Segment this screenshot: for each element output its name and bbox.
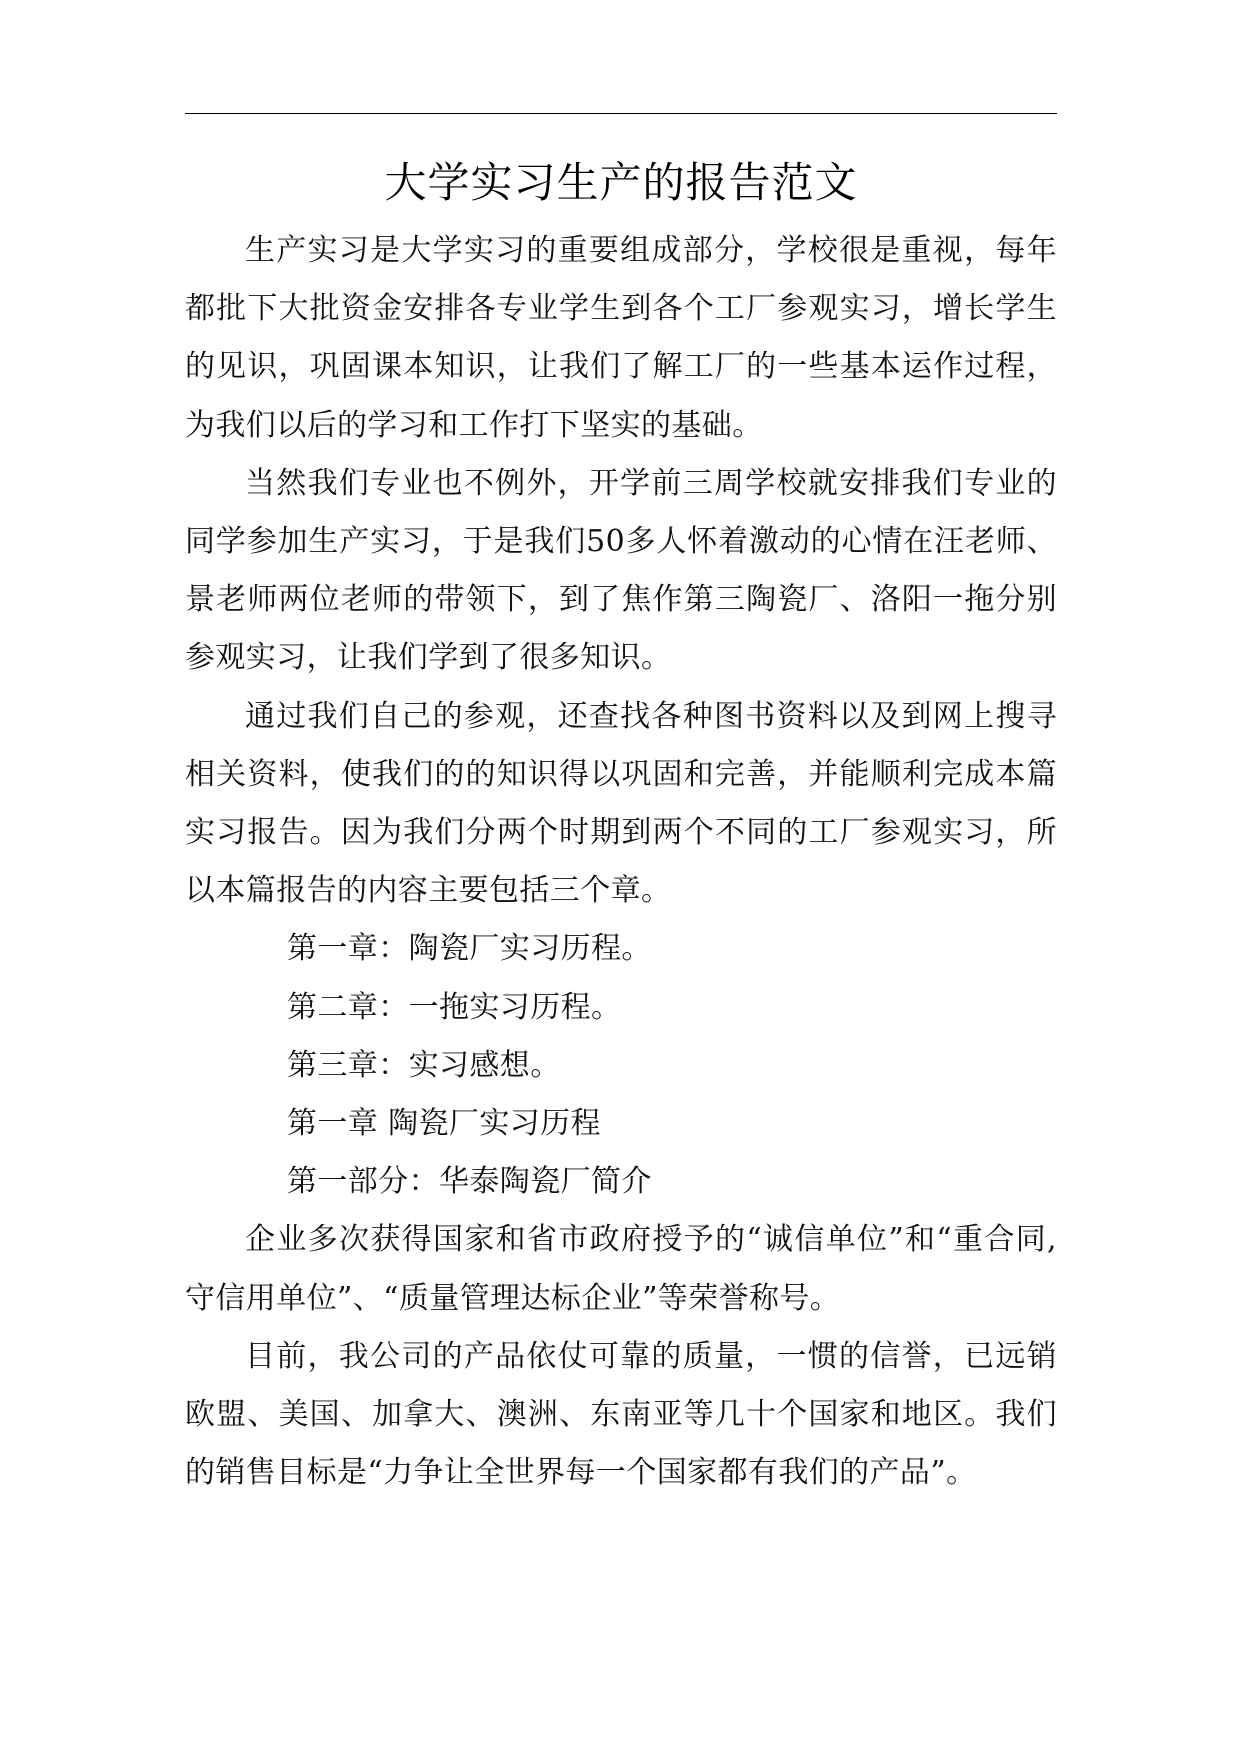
paragraph-intro: 生产实习是大学实习的重要组成部分，学校很是重视，每年都批下大批资金安排各专业学生到各个工厂参观实习，增长学生的见识，巩固课本知识，让我们了解工厂的一些基本运作过程，为我们以后的学习和工作打下坚实的基础。 [185,233,1057,443]
paragraph-overview: 通过我们自己的参观，还查找各种图书资料以及到网上搜寻相关资料，使我们的的知识得以巩固和完善，并能顺利完成本篇实习报告。因为我们分两个时期到两个不同的工厂参观实习，所以本篇报告的内容主要包括三个章。 [185,698,1057,909]
paragraph-background: 当然我们专业也不例外，开学前三周学校就安排我们专业的同学参加生产实习，于是我们50多人怀着激动的心情在汪老师、景老师两位老师的带领下，到了焦作第三陶瓷厂、洛阳一拖分别参观实习，让我们学到了很多知识。 [185,465,1057,676]
chapter-list-item-3: 第三章：实习感想。 [287,1047,561,1083]
header-rule [185,113,1057,114]
section-heading: 第一部分：华泰陶瓷厂简介 [287,1164,652,1200]
document-title: 大学实习生产的报告范文 [384,158,858,207]
chapter-list-item-2: 第二章：一拖实习历程。 [287,989,622,1025]
chapter-list-item-1: 第一章：陶瓷厂实习历程。 [287,931,652,967]
paragraph-honors: 企业多次获得国家和省市政府授予的“诚信单位”和“重合同,守信用单位”、“质量管理达标企业”等荣誉称号。 [185,1222,1057,1316]
paragraph-sales: 目前，我公司的产品依仗可靠的质量，一惯的信誉，已远销欧盟、美国、加拿大、澳洲、东南亚等几十个国家和地区。我们的销售目标是“力争让全世界每一个国家都有我们的产品”。 [185,1338,1057,1491]
chapter-heading: 第一章 陶瓷厂实习历程 [287,1106,601,1142]
document-body [185,222,1057,1502]
